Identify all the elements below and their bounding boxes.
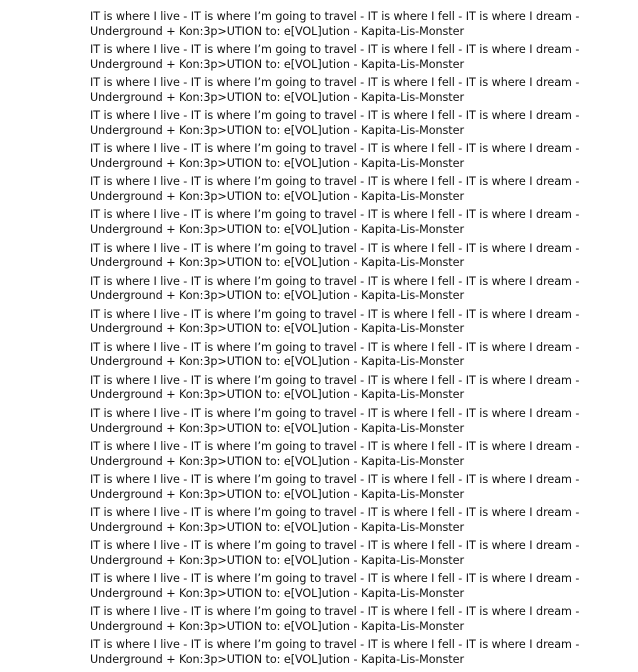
text-line-2: Underground + Kon:3p>UTION to: e[VOL]ution - Kapita-Lis-Monster — [90, 620, 465, 633]
text-line-1: IT is where I live - IT is where I’m going to travel - IT is where I fell - IT is where I dream - — [90, 43, 580, 57]
text-entry — [90, 175, 630, 204]
text-line-2: Underground + Kon:3p>UTION to: e[VOL]ution - Kapita-Lis-Monster — [90, 123, 465, 137]
text-line-1: IT is where I live - IT is where I’m going to travel - IT is where I fell - IT is where I dream - — [90, 506, 580, 520]
text-line-2: Underground + Kon:3p>UTION to: e[VOL]ution - Kapita-Lis-Monster — [90, 520, 465, 534]
text-line-1: IT is where I live - IT is where I’m going to travel - IT is where I fell - IT is where I dream - — [90, 406, 580, 420]
text-line-2: Underground + Kon:3p>UTION to: e[VOL]ution - Kapita-Lis-Monster — [90, 256, 465, 270]
text-line-1: IT is where I live - IT is where I’m going to travel - IT is where I fell - IT is where I dream - — [90, 241, 580, 255]
text-entry — [90, 208, 630, 237]
text-entry — [90, 76, 630, 105]
text-line-1: IT is where I live - IT is where I’m going to travel - IT is where I fell - IT is where I dream - — [90, 605, 580, 619]
text-line-2: Underground + Kon:3p>UTION to: e[VOL]ution - Kapita-Lis-Monster — [90, 57, 465, 71]
text-entry — [90, 440, 630, 469]
text-line-2: Underground + Kon:3p>UTION to: e[VOL]ution - Kapita-Lis-Monster — [90, 223, 465, 237]
text-line-2: Underground + Kon:3p>UTION to: e[VOL]ution - Kapita-Lis-Monster — [90, 553, 465, 567]
text-line-1: IT is where I live - IT is where I’m going to travel - IT is where I fell - IT is where I dream - — [90, 76, 580, 90]
text-entry — [90, 638, 630, 667]
text-line-1: IT is where I live - IT is where I’m going to travel - IT is where I fell - IT is where I dream - — [90, 373, 580, 387]
text-line-1: IT is where I live - IT is where I’m going to travel - IT is where I fell - IT is where I dream - — [90, 307, 580, 321]
text-line-2: Underground + Kon:3p>UTION to: e[VOL]ution - Kapita-Lis-Monster — [90, 289, 465, 303]
text-line-2: Underground + Kon:3p>UTION to: e[VOL]ution - Kapita-Lis-Monster — [90, 454, 465, 468]
text-line-1: IT is where I live - IT is where I’m going to travel - IT is where I fell - IT is where I dream - — [90, 109, 580, 123]
text-line-2: Underground + Kon:3p>UTION to: e[VOL]ution - Kapita-Lis-Monster — [90, 322, 465, 336]
text-line-2: Underground + Kon:3p>UTION to: e[VOL]ution - Kapita-Lis-Monster — [90, 90, 465, 104]
text-line-1: IT is where I live - IT is where I’m going to travel - IT is where I fell - IT is where I dream - — [90, 274, 580, 288]
text-line-2: Underground + Kon:3p>UTION to: e[VOL]ution - Kapita-Lis-Monster — [90, 189, 465, 203]
text-line-2: Underground + Kon:3p>UTION to: e[VOL]ution - Kapita-Lis-Monster — [90, 355, 465, 369]
text-line-2: Underground + Kon:3p>UTION to: e[VOL]ution - Kapita-Lis-Monster — [90, 586, 465, 600]
text-entry — [90, 374, 630, 403]
text-entry — [90, 341, 630, 370]
text-line-1: IT is where I live - IT is where I’m going to travel - IT is where I fell - IT is where I dream - — [90, 473, 580, 487]
text-line-2: Underground + Kon:3p>UTION to: e[VOL]ution - Kapita-Lis-Monster — [90, 653, 465, 667]
text-line-2: Underground + Kon:3p>UTION to: e[VOL]ution - Kapita-Lis-Monster — [90, 156, 465, 170]
text-line-2: Underground + Kon:3p>UTION to: e[VOL]ution - Kapita-Lis-Monster — [90, 24, 465, 38]
text-entry — [90, 308, 630, 337]
text-line-1: IT is where I live - IT is where I’m going to travel - IT is where I fell - IT is where I dream - — [90, 638, 580, 652]
text-line-2: Underground + Kon:3p>UTION to: e[VOL]ution - Kapita-Lis-Monster — [90, 388, 465, 402]
text-entry — [90, 142, 630, 171]
text-entry — [90, 605, 630, 634]
text-line-1: IT is where I live - IT is where I’m going to travel - IT is where I fell - IT is where I dream - — [90, 142, 580, 156]
text-entry — [90, 109, 630, 138]
text-entry — [90, 506, 630, 535]
text-line-1: IT is where I live - IT is where I’m going to travel - IT is where I fell - IT is where I dream - — [90, 572, 580, 586]
text-line-1: IT is where I live - IT is where I’m going to travel - IT is where I fell - IT is where I dream - — [90, 208, 580, 222]
repeated-text-list — [90, 10, 630, 672]
text-line-1: IT is where I live - IT is where I’m going to travel - IT is where I fell - IT is where I dream - — [90, 440, 580, 454]
text-entry — [90, 473, 630, 502]
text-entry — [90, 275, 630, 304]
text-line-1: IT is where I live - IT is where I’m going to travel - IT is where I fell - IT is where I dream - — [90, 340, 580, 354]
text-entry — [90, 43, 630, 72]
text-line-2: Underground + Kon:3p>UTION to: e[VOL]ution - Kapita-Lis-Monster — [90, 487, 465, 501]
text-line-1: IT is where I live - IT is where I’m going to travel - IT is where I fell - IT is where I dream - — [90, 539, 580, 553]
text-entry — [90, 407, 630, 436]
text-entry — [90, 242, 630, 271]
text-entry — [90, 572, 630, 601]
text-entry — [90, 539, 630, 568]
text-line-2: Underground + Kon:3p>UTION to: e[VOL]ution - Kapita-Lis-Monster — [90, 421, 465, 435]
text-entry — [90, 10, 630, 39]
text-line-1: IT is where I live - IT is where I’m going to travel - IT is where I fell - IT is where I dream - — [90, 10, 580, 23]
text-line-1: IT is where I live - IT is where I’m going to travel - IT is where I fell - IT is where I dream - — [90, 175, 580, 189]
